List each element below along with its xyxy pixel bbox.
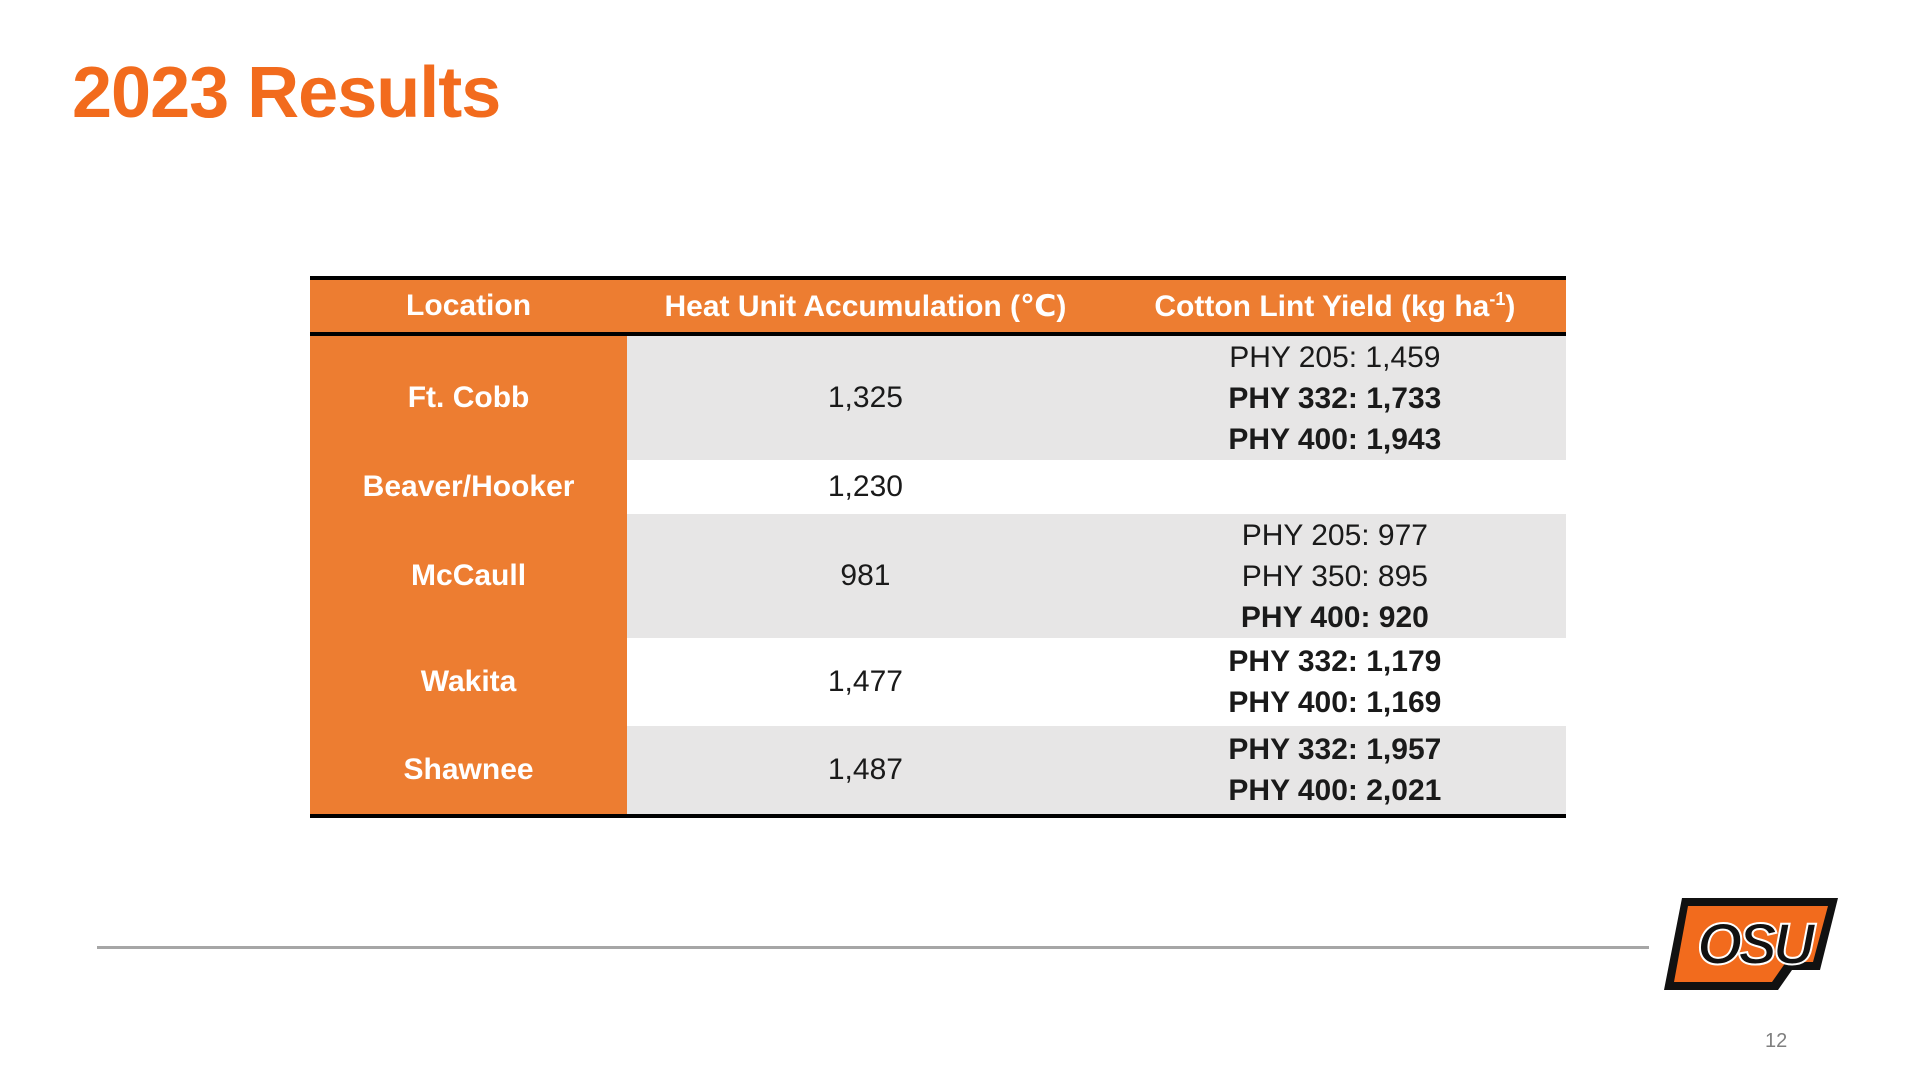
footer-divider [97, 946, 1649, 949]
location-cell: McCaull [310, 514, 627, 638]
slide-title: 2023 Results [72, 53, 501, 133]
heat-unit-cell: 1,477 [627, 638, 1104, 726]
header-heat-unit: Heat Unit Accumulation (℃) [627, 278, 1104, 334]
lint-yield-cell [1104, 514, 1566, 638]
yield-line: PHY 332: 1,179 [1228, 645, 1442, 678]
yield-line: PHY 400: 2,021 [1228, 774, 1442, 807]
yield-line: PHY 400: 920 [1240, 600, 1429, 634]
lint-yield-cell [1104, 638, 1566, 726]
heat-unit-cell: 981 [627, 514, 1104, 638]
osu-logo-icon [1660, 892, 1844, 996]
location-cell: Wakita [310, 638, 627, 726]
lint-yield-cell [1104, 726, 1566, 816]
table-row [310, 638, 1566, 726]
results-table [310, 276, 1566, 818]
yield-line: PHY 332: 1,733 [1228, 381, 1442, 415]
page-number: 12 [1765, 1030, 1788, 1052]
table-row [310, 460, 1566, 514]
heat-unit-cell: 1,487 [627, 726, 1104, 816]
osu-logo-letters: OSU [1697, 912, 1811, 977]
header-lint-yield [1104, 278, 1566, 334]
table-row [310, 726, 1566, 816]
yield-line: PHY 205: 977 [1241, 518, 1428, 552]
yield-line: PHY 205: 1,459 [1229, 340, 1441, 374]
lint-yield-cell [1104, 334, 1566, 460]
location-cell: Ft. Cobb [310, 334, 627, 460]
yield-line: PHY 350: 895 [1241, 559, 1428, 593]
heat-unit-cell: 1,230 [627, 460, 1104, 514]
table-row [310, 334, 1566, 460]
header-lint-yield-close: ) [1505, 289, 1516, 323]
location-cell: Shawnee [310, 726, 627, 816]
lint-yield-cell [1104, 460, 1566, 514]
heat-unit-cell: 1,325 [627, 334, 1104, 460]
header-lint-yield-text: Cotton Lint Yield (kg ha [1154, 289, 1490, 323]
table-header-row [310, 278, 1566, 334]
yield-line: PHY 400: 1,169 [1228, 686, 1442, 719]
yield-line: PHY 332: 1,957 [1228, 733, 1442, 766]
yield-line: PHY 400: 1,943 [1228, 422, 1442, 456]
header-lint-yield-sup: -1 [1489, 288, 1506, 309]
location-cell: Beaver/Hooker [310, 460, 627, 514]
header-location: Location [310, 278, 627, 334]
table-row [310, 514, 1566, 638]
table-body [310, 334, 1566, 816]
